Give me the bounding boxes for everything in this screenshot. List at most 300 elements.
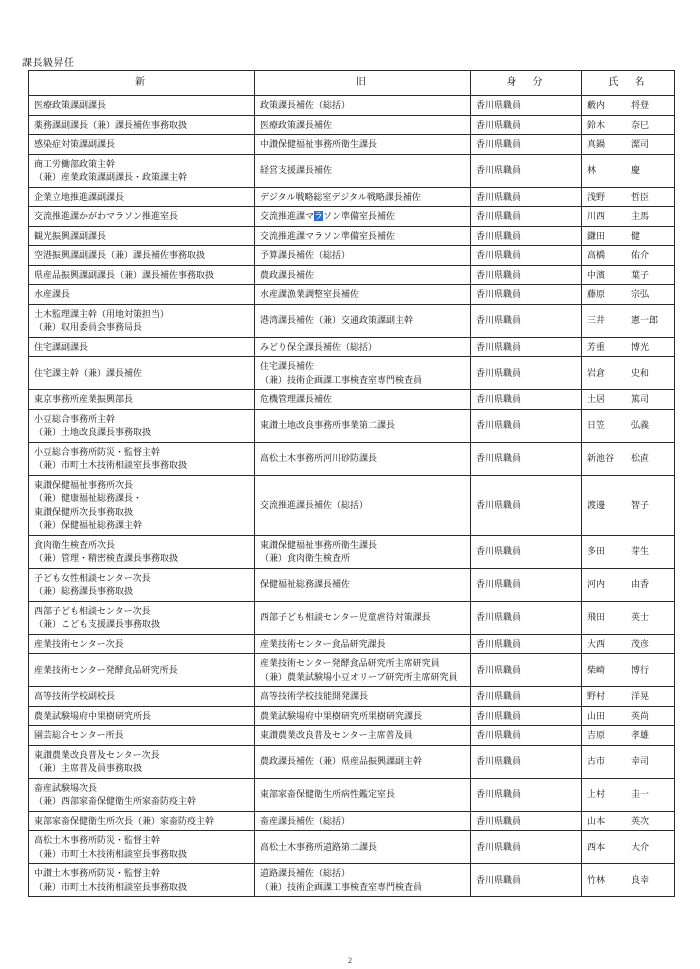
person-given-name: 茂彦 (631, 638, 650, 649)
cell-person-name (582, 409, 675, 442)
cell-person-name (582, 654, 675, 687)
name-wrapper (587, 545, 669, 558)
cell-employment-status: 香川県職員 (471, 442, 582, 475)
name-wrapper (587, 249, 669, 262)
name-wrapper (587, 314, 669, 327)
cell-text-line: 東部家畜保健衛生所次長（兼）家畜防疫主幹 (34, 815, 215, 826)
cell-text-line: 高松土木事務所道路第二課長 (260, 841, 378, 852)
cell-text-line: 小豆総合事務所主幹 (34, 413, 116, 424)
cell-person-name (582, 568, 675, 601)
table-row (29, 187, 675, 207)
cell-employment-status: 香川県職員 (471, 706, 582, 726)
name-wrapper (587, 729, 669, 742)
table-row (29, 442, 675, 475)
cell-employment-status: 香川県職員 (471, 357, 582, 390)
table-row (29, 687, 675, 707)
person-given-name: 哲臣 (631, 191, 650, 202)
person-given-name: 英尚 (631, 710, 650, 721)
cell-employment-status: 香川県職員 (471, 864, 582, 897)
page-number: 2 (348, 956, 352, 965)
table-row (29, 409, 675, 442)
table-body (29, 96, 675, 897)
person-given-name: 篤司 (631, 394, 650, 404)
person-family-name: 上村 (587, 789, 606, 800)
cell-text-line: （兼）食肉衛生検査所 (260, 553, 351, 563)
cell-text-line: （兼）産業政策課副課長・政策課主幹 (34, 172, 188, 182)
cell-text-line: 農業試験場府中果樹研究所長 (34, 710, 152, 721)
person-family-name: 山本 (587, 815, 606, 826)
cell-text-line: （兼）保健福祉総務課主幹 (34, 520, 143, 530)
cell-old-position (255, 726, 471, 746)
person-family-name: 古市 (587, 756, 606, 767)
cell-text-line: 経営支援課長補佐 (260, 165, 333, 176)
cell-text-line: （兼）技術企画課工事検査室専門検査員 (260, 881, 423, 892)
cell-text-line: 県産品振興課副課長（兼）課長補佐事務取扱 (34, 269, 215, 280)
person-given-name: 松直 (631, 453, 650, 464)
person-family-name: 西本 (587, 841, 606, 852)
cell-text-line: （兼）こども支援課長事務取扱 (34, 619, 161, 629)
cell-old-position (255, 535, 471, 568)
cell-employment-status: 香川県職員 (471, 687, 582, 707)
cell-person-name (582, 337, 675, 357)
cell-new-position (29, 135, 255, 155)
cell-text-line: 予算課長補佐（総括） (260, 250, 351, 260)
table-row (29, 778, 675, 811)
table-row (29, 568, 675, 601)
person-family-name: 鎌田 (587, 230, 606, 241)
cell-person-name (582, 246, 675, 266)
cell-text-line: 農業試験場府中果樹研究所果樹研究課長 (260, 710, 423, 721)
person-family-name: 土居 (587, 394, 606, 404)
cell-text-line: （兼）収用委員会事務局長 (34, 322, 143, 332)
table-row (29, 831, 675, 864)
cell-person-name (582, 601, 675, 634)
cell-new-position (29, 535, 255, 568)
name-wrapper (587, 638, 669, 651)
cell-person-name (582, 634, 675, 654)
person-family-name: 日笠 (587, 420, 606, 431)
cell-text-line: 住宅課副課長 (34, 341, 89, 352)
cell-new-position (29, 285, 255, 305)
person-given-name: 幸司 (631, 756, 650, 767)
person-given-name: 英次 (631, 815, 650, 826)
person-family-name: 竹林 (587, 874, 606, 885)
cell-person-name (582, 864, 675, 897)
cell-new-position (29, 337, 255, 357)
cell-text-line: 交流推進課かがわマラソン推進室長 (34, 211, 179, 221)
cell-text-line: 西部子ども相談センター児童虐待対策課長 (260, 612, 431, 623)
table-row (29, 634, 675, 654)
cell-person-name (582, 135, 675, 155)
cell-old-position (255, 115, 471, 135)
table-row (29, 745, 675, 778)
cell-new-position (29, 357, 255, 390)
name-wrapper (587, 664, 669, 677)
cell-new-position (29, 475, 255, 535)
name-wrapper (587, 499, 669, 512)
cell-old-position (255, 409, 471, 442)
cell-text-line: 小豆総合事務所防災・監督主幹 (34, 446, 161, 457)
cell-old-position (255, 304, 471, 337)
cell-new-position (29, 246, 255, 266)
cell-text-line: 医療政策課副課長 (34, 100, 107, 110)
cell-employment-status: 香川県職員 (471, 778, 582, 811)
name-wrapper (587, 138, 669, 151)
person-given-name: 博光 (631, 341, 650, 352)
cell-new-position (29, 687, 255, 707)
table-row (29, 475, 675, 535)
person-given-name: 由香 (631, 579, 650, 590)
person-family-name: 河内 (587, 579, 606, 590)
cell-employment-status: 香川県職員 (471, 475, 582, 535)
cell-old-position (255, 154, 471, 187)
cell-text-line: （兼）管理・精密検査課長事務取扱 (34, 553, 179, 563)
table-row (29, 246, 675, 266)
cell-text-line: 東讃保健所次長事務取扱 (34, 506, 134, 517)
cell-text-line: 政策課長補佐（総括） (260, 100, 351, 110)
name-wrapper (587, 841, 669, 854)
cell-text-line: 産業技術センター発酵食品研究所主席研究員 (260, 658, 440, 668)
cell-new-position (29, 654, 255, 687)
cell-new-position (29, 706, 255, 726)
name-wrapper (587, 815, 669, 828)
name-wrapper (587, 119, 669, 132)
name-wrapper (587, 164, 669, 177)
cell-old-position (255, 285, 471, 305)
table-row (29, 265, 675, 285)
person-given-name: 健 (631, 230, 641, 241)
text-selection-highlight[interactable]: ラ (314, 211, 324, 221)
cell-employment-status: 香川県職員 (471, 409, 582, 442)
person-family-name: 浅野 (587, 191, 606, 202)
cell-new-position (29, 187, 255, 207)
cell-person-name (582, 285, 675, 305)
cell-new-position (29, 207, 255, 227)
cell-text-line: 高松土木事務所河川砂防課長 (260, 453, 378, 464)
cell-person-name (582, 687, 675, 707)
person-family-name: 高橋 (587, 250, 606, 260)
cell-new-position (29, 96, 255, 116)
table-row (29, 304, 675, 337)
person-family-name: 吉原 (587, 730, 606, 740)
cell-text-line: 水産課長 (34, 289, 71, 299)
table-row (29, 135, 675, 155)
cell-old-position (255, 442, 471, 475)
table-row (29, 706, 675, 726)
person-family-name: 柴崎 (587, 664, 606, 675)
cell-employment-status: 香川県職員 (471, 246, 582, 266)
cell-new-position (29, 265, 255, 285)
cell-new-position (29, 601, 255, 634)
cell-new-position (29, 634, 255, 654)
cell-person-name (582, 226, 675, 246)
cell-employment-status: 香川県職員 (471, 135, 582, 155)
person-given-name: 智子 (631, 499, 650, 510)
table-row (29, 811, 675, 831)
cell-person-name (582, 706, 675, 726)
table-row (29, 285, 675, 305)
cell-text-line: 観光振興課副課長 (34, 230, 107, 241)
cell-text-line: 東讃農業改良普及センター次長 (34, 749, 160, 760)
cell-text-line: （兼）技術企画課工事検査室専門検査員 (260, 374, 423, 385)
person-given-name: 葉子 (631, 269, 650, 280)
person-given-name: 洋晃 (631, 691, 650, 701)
cell-text-line: 東京事務所産業振興部長 (34, 394, 134, 404)
cell-old-position (255, 226, 471, 246)
cell-old-position (255, 187, 471, 207)
person-given-name: 圭一 (631, 789, 650, 800)
column-header-name: 氏 名 (582, 71, 675, 96)
cell-person-name (582, 475, 675, 535)
cell-person-name (582, 390, 675, 410)
table-row (29, 226, 675, 246)
cell-new-position (29, 568, 255, 601)
cell-old-position (255, 265, 471, 285)
person-family-name: 鈴木 (587, 119, 606, 130)
cell-employment-status: 香川県職員 (471, 745, 582, 778)
cell-text-line: （兼）西部家畜保健衛生所家畜防疫主幹 (34, 796, 197, 806)
cell-text-line: 危機管理課長補佐 (260, 394, 333, 404)
cell-text-line: 道路課長補佐（総括） (260, 868, 351, 878)
cell-text-line: 空港振興課副課長（兼）課長補佐事務取扱 (34, 250, 206, 260)
table-row (29, 115, 675, 135)
cell-employment-status: 香川県職員 (471, 811, 582, 831)
cell-employment-status: 香川県職員 (471, 726, 582, 746)
name-wrapper (587, 710, 669, 723)
table-row (29, 864, 675, 897)
cell-new-position (29, 226, 255, 246)
cell-employment-status: 香川県職員 (471, 831, 582, 864)
cell-employment-status: 香川県職員 (471, 568, 582, 601)
person-given-name: 潔司 (631, 139, 650, 149)
cell-text-line: 東讃土地改良事務所事業第二課長 (260, 420, 396, 431)
person-given-name: 良幸 (631, 874, 650, 885)
cell-person-name (582, 811, 675, 831)
cell-text-line: 食肉衛生検査所次長 (34, 539, 116, 550)
cell-old-position (255, 601, 471, 634)
cell-text-line: 東部家畜保健衛生所病性鑑定室長 (260, 789, 396, 800)
name-wrapper (587, 269, 669, 282)
cell-person-name (582, 745, 675, 778)
cell-new-position (29, 115, 255, 135)
cell-employment-status: 香川県職員 (471, 187, 582, 207)
cell-text-line: 交流推進課長補佐（総括） (260, 499, 369, 510)
cell-text-line: 畜産課長補佐（総括） (260, 815, 351, 826)
cell-text-line: 保健福祉総務課長補佐 (260, 579, 351, 590)
cell-new-position (29, 409, 255, 442)
person-given-name: 孝雄 (631, 730, 650, 740)
cell-employment-status: 香川県職員 (471, 304, 582, 337)
cell-text-line: 住宅課主幹（兼）課長補佐 (34, 367, 143, 378)
cell-old-position (255, 745, 471, 778)
cell-text-line: 企業立地推進課副課長 (34, 191, 125, 202)
table-row (29, 207, 675, 227)
cell-old-position (255, 568, 471, 601)
cell-employment-status: 香川県職員 (471, 654, 582, 687)
cell-employment-status: 香川県職員 (471, 115, 582, 135)
name-wrapper (587, 874, 669, 887)
table-header-row (29, 71, 675, 96)
cell-text-line: 感染症対策課副課長 (34, 139, 116, 149)
cell-old-position (255, 811, 471, 831)
cell-text-line: 農政課長補佐（兼）県産品振興課副主幹 (260, 756, 423, 767)
cell-text-line: 港湾課長補佐（兼）交通政策課副主幹 (260, 315, 414, 326)
person-given-name: 憲一郎 (631, 315, 659, 326)
cell-new-position (29, 778, 255, 811)
cell-text-line: （兼）市町土木技術相談室長事務取扱 (34, 460, 188, 470)
person-family-name: 新池谷 (587, 453, 615, 464)
cell-text-line: 園芸総合センター所長 (34, 730, 124, 740)
person-given-name: 芽生 (631, 546, 650, 557)
name-wrapper (587, 191, 669, 204)
person-given-name: 史和 (631, 367, 650, 378)
table-row (29, 601, 675, 634)
name-wrapper (587, 690, 669, 703)
name-wrapper (587, 419, 669, 432)
cell-employment-status: 香川県職員 (471, 285, 582, 305)
cell-old-position (255, 357, 471, 390)
person-given-name: 宗弘 (631, 289, 650, 299)
cell-person-name (582, 357, 675, 390)
name-wrapper (587, 755, 669, 768)
person-given-name: 将登 (631, 100, 650, 110)
cell-old-position (255, 864, 471, 897)
cell-text-line: 東讃保健福祉事務所次長 (34, 479, 134, 490)
table-header (29, 71, 675, 96)
cell-old-position (255, 337, 471, 357)
cell-text-line: 東讃保健福祉事務所衛生課長 (260, 539, 378, 550)
person-given-name: 英士 (631, 612, 650, 623)
cell-text-line: 土木監理課主幹（用地対策担当） (34, 308, 170, 319)
cell-text-line: （兼）主席普及員事務取扱 (34, 763, 143, 773)
cell-text-line: みどり保全課長補佐（総括） (260, 341, 378, 352)
cell-person-name (582, 831, 675, 864)
cell-person-name (582, 304, 675, 337)
page-title: 課長級昇任 (22, 58, 75, 69)
name-wrapper (587, 288, 669, 301)
person-family-name: 岩倉 (587, 367, 606, 378)
cell-new-position (29, 864, 255, 897)
table-row (29, 357, 675, 390)
table-row (29, 726, 675, 746)
cell-old-position (255, 831, 471, 864)
person-given-name: 奈巳 (631, 119, 650, 130)
cell-employment-status: 香川県職員 (471, 634, 582, 654)
person-family-name: 真鍋 (587, 139, 606, 149)
cell-person-name (582, 115, 675, 135)
cell-old-position (255, 706, 471, 726)
cell-text-line: （兼）総務課長事務取扱 (34, 586, 134, 596)
person-family-name: 藤原 (587, 289, 606, 299)
name-wrapper (587, 210, 669, 223)
person-family-name: 山田 (587, 710, 606, 721)
name-wrapper (587, 341, 669, 354)
table-row (29, 337, 675, 357)
cell-text-line: （兼）農業試験場小豆オリーブ研究所主席研究員 (260, 671, 458, 682)
cell-new-position (29, 745, 255, 778)
cell-new-position (29, 726, 255, 746)
cell-text-line: 高等技術学校技能開発課長 (260, 691, 369, 701)
cell-employment-status: 香川県職員 (471, 601, 582, 634)
cell-new-position (29, 831, 255, 864)
cell-old-position (255, 687, 471, 707)
person-given-name: 大介 (631, 841, 650, 852)
cell-text-line: 住宅課長補佐 (260, 361, 315, 371)
cell-person-name (582, 154, 675, 187)
person-family-name: 飛田 (587, 612, 606, 623)
cell-employment-status: 香川県職員 (471, 207, 582, 227)
cell-employment-status: 香川県職員 (471, 337, 582, 357)
person-family-name: 中濱 (587, 269, 606, 280)
cell-old-position (255, 475, 471, 535)
person-family-name: 大西 (587, 638, 606, 649)
cell-text-line: 薬務課副課長（兼）課長補佐事務取扱 (34, 119, 188, 130)
person-given-name: 弘義 (631, 420, 650, 431)
column-header-old: 旧 (255, 71, 471, 96)
cell-old-position (255, 135, 471, 155)
cell-old-position (255, 634, 471, 654)
table-row (29, 154, 675, 187)
cell-employment-status: 香川県職員 (471, 226, 582, 246)
cell-new-position (29, 304, 255, 337)
table-row (29, 390, 675, 410)
cell-text-line: （兼）市町土木技術相談室長事務取扱 (34, 848, 188, 859)
cell-new-position (29, 390, 255, 410)
cell-text-line: 商工労働部政策主幹 (34, 158, 116, 169)
person-given-name: 主馬 (631, 211, 650, 221)
cell-text-line: 産業技術センター発酵食品研究所長 (34, 664, 178, 675)
person-family-name: 野村 (587, 691, 606, 701)
cell-employment-status: 香川県職員 (471, 154, 582, 187)
person-family-name: 三井 (587, 315, 606, 326)
person-family-name: 藪内 (587, 100, 606, 110)
table-row (29, 654, 675, 687)
cell-new-position (29, 811, 255, 831)
cell-person-name (582, 96, 675, 116)
cell-old-position (255, 654, 471, 687)
person-family-name: 芳重 (587, 341, 606, 352)
cell-text-line: 医療政策課長補佐 (260, 119, 333, 130)
cell-text-line: 子ども女性相談センター次長 (34, 572, 151, 583)
column-header-new: 新 (29, 71, 255, 96)
cell-new-position (29, 154, 255, 187)
person-family-name: 林 (587, 165, 597, 176)
person-family-name: 渡邊 (587, 499, 606, 510)
cell-text-line: 産業技術センター食品研究課長 (260, 638, 386, 649)
cell-employment-status: 香川県職員 (471, 535, 582, 568)
column-header-status: 身 分 (471, 71, 582, 96)
name-wrapper (587, 578, 669, 591)
name-wrapper (587, 393, 669, 406)
cell-old-position (255, 246, 471, 266)
cell-employment-status: 香川県職員 (471, 96, 582, 116)
person-given-name: 慶 (631, 165, 641, 176)
cell-text-line: 農政課長補佐 (260, 269, 315, 280)
person-family-name: 多田 (587, 546, 606, 557)
cell-person-name (582, 535, 675, 568)
cell-text-line: 東讃農業改良普及センター主席普及員 (260, 730, 413, 740)
cell-old-position (255, 207, 471, 227)
name-wrapper (587, 452, 669, 465)
person-given-name: 博行 (631, 664, 650, 675)
cell-person-name (582, 187, 675, 207)
cell-text-line: 畜産試験場次長 (34, 782, 98, 793)
cell-text-line: （兼）健康福祉総務課長・ (34, 493, 143, 503)
cell-text-line: 交流推進課マラソン準備室長補佐 (260, 211, 396, 221)
cell-new-position (29, 442, 255, 475)
cell-text-line: 中讃土木事務所防災・監督主幹 (34, 868, 161, 878)
name-wrapper (587, 367, 669, 380)
